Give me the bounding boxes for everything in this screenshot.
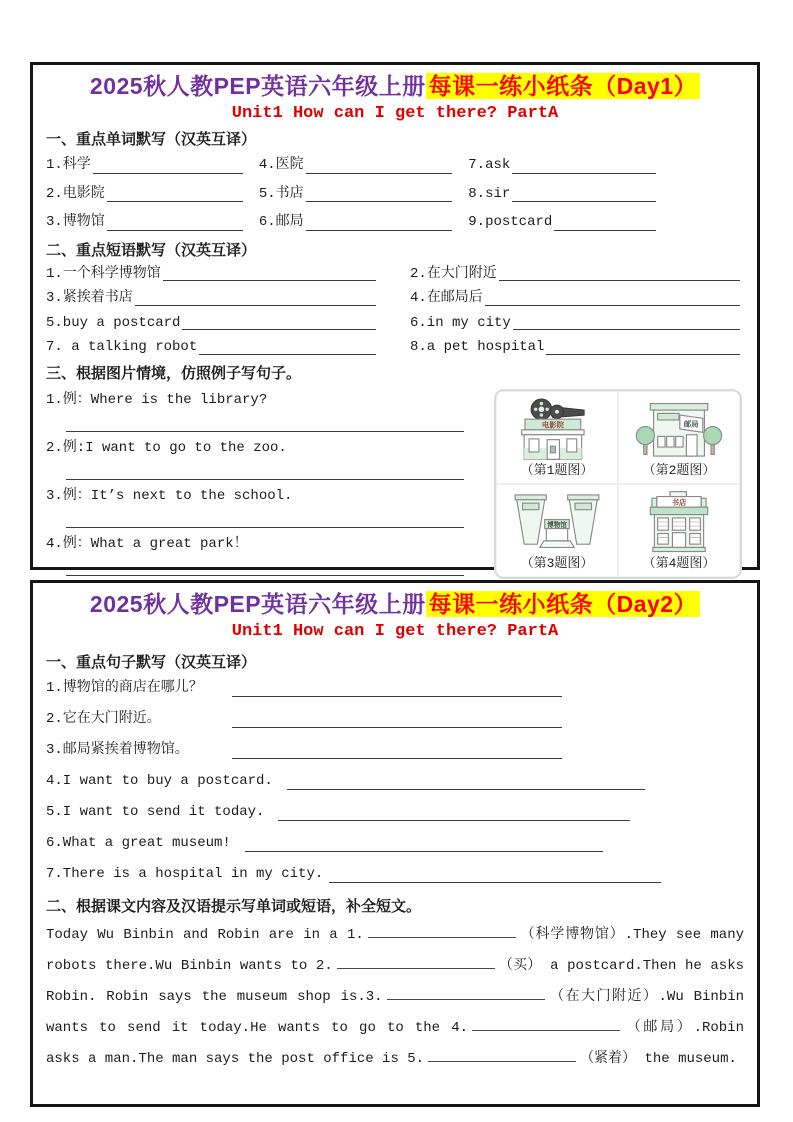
sentence-item xyxy=(46,766,744,797)
day2-section2-heading: 二、根据课文内容及汉语提示写单词或短语，补全短文。 xyxy=(46,898,422,915)
day1-section2-heading: 二、重点短语默写（汉英互译） xyxy=(46,241,257,259)
cloze-text: Today Wu Binbin and Robin are in a 1. xyxy=(46,927,364,943)
phrase-label: 2.在大门附近 xyxy=(410,265,497,282)
cloze-text: a postcard.Then he asks Robin. Robin says the museum shop is.3. xyxy=(46,958,744,1005)
phrase-item xyxy=(410,311,744,336)
worksheet-card-day1 xyxy=(30,62,760,570)
word-label: 3.博物馆 xyxy=(46,214,105,230)
sentence-item xyxy=(46,828,744,859)
word-label: 2.电影院 xyxy=(46,185,105,202)
blank-line xyxy=(546,354,740,355)
day2-title-highlight: 每课一练小纸条（Day2） xyxy=(426,591,700,617)
museum-sign-label: 博物馆 xyxy=(547,521,567,529)
day1-subtitle: Unit1 How can I get there? PartA xyxy=(231,104,559,123)
example-sentence-list xyxy=(46,387,506,576)
cloze-hint: （邮局） xyxy=(624,1020,694,1036)
cloze-blank-1 xyxy=(368,925,516,938)
word-item xyxy=(259,151,468,180)
blank-line xyxy=(93,173,243,174)
word-label: 6.邮局 xyxy=(258,214,304,230)
blank-line xyxy=(306,201,453,202)
blank-line xyxy=(512,173,656,174)
blank-line xyxy=(107,201,243,202)
cloze-hint: （在大门附近） xyxy=(548,989,659,1005)
museum-icon xyxy=(505,490,609,554)
phrase-label: 5.buy a postcard xyxy=(46,314,181,331)
word-item xyxy=(468,151,744,180)
day1-phrase-list xyxy=(46,262,744,360)
bookstore-icon xyxy=(627,490,731,554)
post-office-sign-label: 邮局 xyxy=(683,419,699,429)
blank-line xyxy=(554,230,656,231)
figure-cell-museum xyxy=(496,484,618,577)
word-item xyxy=(46,180,259,209)
day1-title xyxy=(46,72,744,101)
phrase-label: 3.紧挨着书店 xyxy=(46,290,133,306)
phrase-label: 8.a pet hospital xyxy=(410,339,545,355)
example-sentence: 4.例：What a great park！ xyxy=(46,535,248,552)
day2-title-prefix: 2025秋人教PEP英语六年级上册 xyxy=(89,591,426,617)
word-label: 9.postcard xyxy=(468,214,553,230)
day2-section1-heading: 一、重点句子默写（汉英互译） xyxy=(46,654,257,671)
word-item xyxy=(46,151,259,180)
example-sentence: 1.例：Where is the library? xyxy=(46,391,268,408)
cloze-text: .They see many robots there.Wu Binbin wants to 2. xyxy=(46,927,744,974)
blank-line xyxy=(232,696,562,697)
cloze-hint: （紧着） xyxy=(580,1051,637,1067)
phrase-item xyxy=(46,286,380,311)
figure-cell-post-office xyxy=(618,391,740,484)
day1-title-prefix: 2025秋人教PEP英语六年级上册 xyxy=(89,73,426,99)
word-label: 7.ask xyxy=(468,157,511,173)
word-item xyxy=(259,208,468,237)
sentence-item xyxy=(46,859,744,890)
blank-line xyxy=(232,727,562,728)
blank-line xyxy=(306,173,453,174)
phrase-label: 1.一个科学博物馆 xyxy=(46,265,161,282)
blank-line xyxy=(513,329,740,330)
phrase-label: 6.in my city xyxy=(410,314,511,331)
sentence-label: 2.它在大门附近。 xyxy=(46,711,161,727)
word-label: 1.科学 xyxy=(46,157,91,173)
sentence-item xyxy=(46,735,744,766)
blank-line xyxy=(107,230,243,231)
blank-line xyxy=(66,413,464,432)
blank-line xyxy=(135,305,376,306)
sentence-label: 7.There is a hospital in my city. xyxy=(46,866,324,882)
sentence-label: 6.What a great museum! xyxy=(46,835,231,851)
cloze-blank-4 xyxy=(472,1018,620,1031)
sentence-label: 4.I want to buy a postcard. xyxy=(46,773,273,789)
blank-line xyxy=(182,329,376,330)
cloze-blank-3 xyxy=(387,987,545,1000)
day1-word-list xyxy=(46,151,744,237)
cloze-blank-5 xyxy=(428,1049,576,1062)
word-item xyxy=(468,180,744,209)
day1-section3-heading: 三、根据图片情境，仿照例子写句子。 xyxy=(46,364,302,382)
blank-line xyxy=(232,758,562,759)
blank-line xyxy=(163,280,376,281)
blank-line xyxy=(485,305,740,306)
figure-caption: （第4题图） xyxy=(642,555,716,571)
figure-caption: （第1题图） xyxy=(520,462,594,478)
day1-section3 xyxy=(46,363,744,576)
blank-line xyxy=(199,354,376,355)
phrase-item xyxy=(46,335,380,360)
blank-line xyxy=(306,230,453,231)
worksheet-card-day2 xyxy=(30,580,760,1107)
sentence-label: 5.I want to send it today. xyxy=(46,804,265,820)
blank-line xyxy=(278,820,630,821)
cloze-hint: （科学博物馆） xyxy=(519,927,625,943)
blank-line xyxy=(287,789,645,790)
example-sentence: 2.例:I want to go to the zoo. xyxy=(46,439,287,456)
phrase-item xyxy=(410,262,744,287)
blank-line xyxy=(245,851,603,852)
word-item xyxy=(46,208,259,237)
word-label: 8.sir xyxy=(468,185,511,202)
phrase-item xyxy=(46,311,380,336)
word-item xyxy=(259,180,468,209)
bookstore-sign-label: 书店 xyxy=(671,497,687,507)
word-item xyxy=(468,208,744,237)
sentence-item xyxy=(46,704,744,735)
word-label: 4.医院 xyxy=(258,157,304,173)
blank-line xyxy=(329,882,661,883)
cloze-hint: （买） xyxy=(498,958,542,974)
phrase-item xyxy=(410,335,744,360)
cloze-text: the museum. xyxy=(636,1051,737,1067)
figure-caption: （第3题图） xyxy=(520,555,594,571)
sentence-label: 1.博物馆的商店在哪儿？ xyxy=(46,680,203,696)
blank-line xyxy=(66,509,464,528)
blank-line xyxy=(66,461,464,480)
example-sentence: 3.例：It’s next to the school. xyxy=(46,487,293,504)
word-label: 5.书店 xyxy=(258,185,304,202)
cloze-blank-2 xyxy=(337,956,495,969)
post-office-icon xyxy=(627,397,731,461)
day2-subtitle: Unit1 How can I get there? PartA xyxy=(231,622,559,641)
blank-line xyxy=(512,201,656,202)
sentence-label: 3.邮局紧挨着博物馆。 xyxy=(46,742,189,758)
blank-line xyxy=(499,280,740,281)
buildings-figure xyxy=(494,389,742,579)
phrase-label: 7. a talking robot xyxy=(46,339,198,355)
cloze-text: .Robin asks a man.The man says the post office is 5. xyxy=(46,1020,744,1067)
cloze-passage xyxy=(46,920,744,1075)
figure-cell-cinema xyxy=(496,391,618,484)
phrase-item xyxy=(410,286,744,311)
sentence-item xyxy=(46,797,744,828)
phrase-item xyxy=(46,262,380,287)
day2-title xyxy=(46,590,744,619)
phrase-label: 4.在邮局后 xyxy=(410,290,483,306)
day1-section1-heading: 一、重点单词默写（汉英互译） xyxy=(46,131,257,148)
cinema-sign-label: 电影院 xyxy=(541,419,564,429)
day2-sentence-list xyxy=(46,673,744,890)
figure-caption: （第2题图） xyxy=(642,462,716,478)
day1-title-highlight: 每课一练小纸条（Day1） xyxy=(426,73,700,99)
cloze-text: .Wu Binbin wants to send it today.He wants to go to the 4. xyxy=(46,989,745,1036)
blank-line xyxy=(66,557,464,576)
cinema-icon xyxy=(505,397,609,461)
figure-cell-bookstore xyxy=(618,484,740,577)
sentence-item xyxy=(46,673,744,704)
